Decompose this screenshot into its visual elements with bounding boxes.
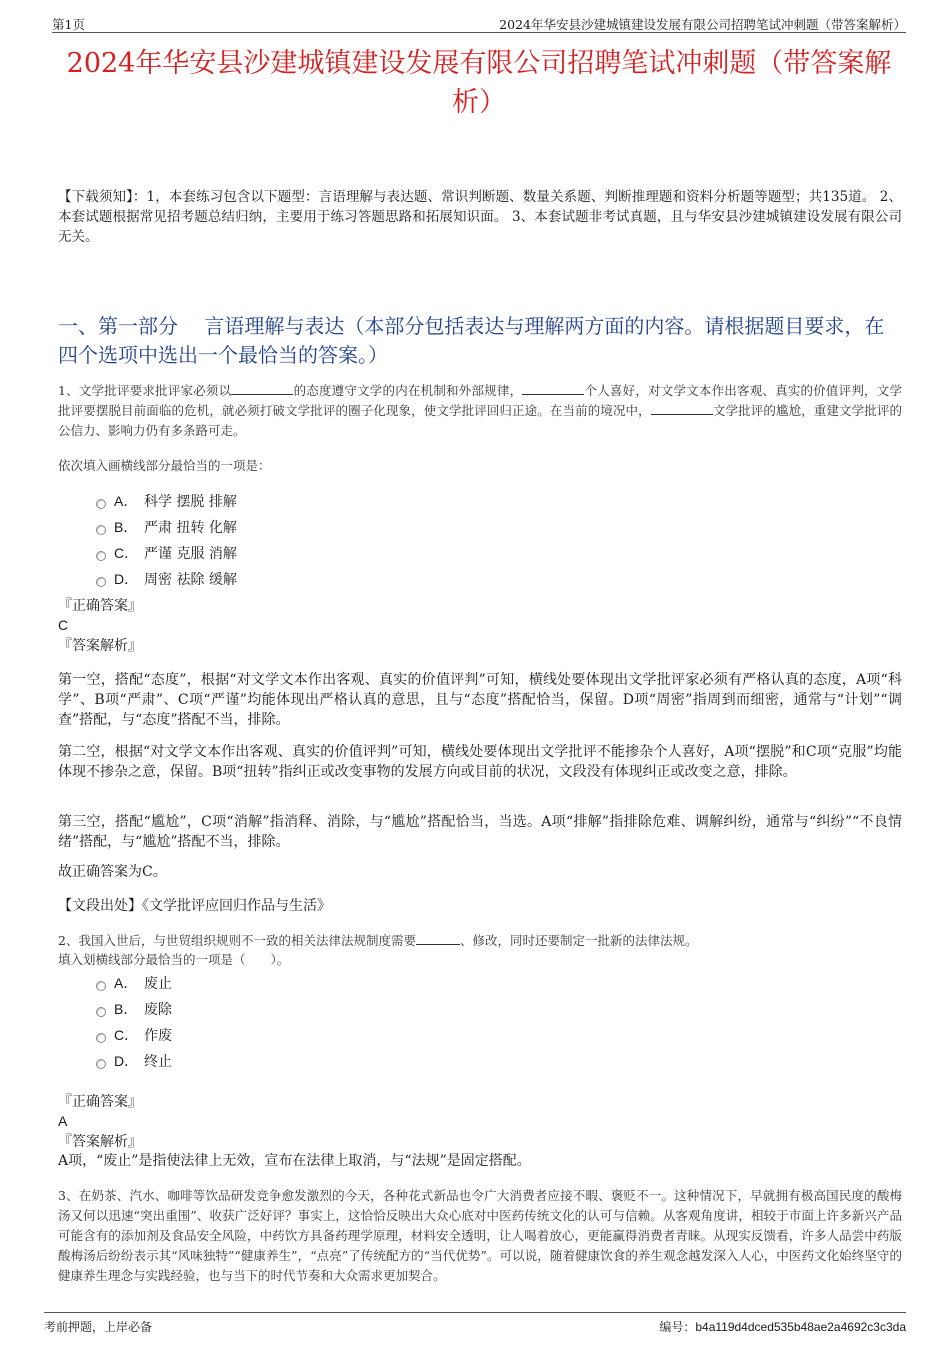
document-title: 2024年华安县沙建城镇建设发展有限公司招聘笔试冲刺题（带答案解析）: [66, 48, 892, 118]
option-label: C．: [114, 1027, 139, 1043]
option-text: 作废: [144, 1028, 172, 1044]
footer-code: [659, 1318, 906, 1335]
q2-text-1: 2、我国入世后，与世贸组织规则不一致的相关法律法规制度需要: [58, 933, 416, 948]
code-label: 编号：: [659, 1320, 696, 1334]
option-d[interactable]: [96, 566, 237, 592]
option-label: D．: [114, 1053, 139, 1069]
analysis-paragraph: 第三空，搭配“尴尬”，C项“消解”指消释、消除，与“尴尬”搭配恰当，当选。A项“排解”指排除危难、调解纠纷，通常与“纠纷”“不良情绪”搭配，与“尴尬”搭配不当，排除。: [58, 814, 902, 850]
q2-text-2: 、修改，同时还要制定一批新的法律法规。: [459, 933, 698, 948]
radio-icon[interactable]: [96, 1059, 106, 1069]
option-c[interactable]: [96, 540, 237, 566]
analysis-conclusion: 故正确答案为C。: [58, 864, 167, 880]
option-text: 严谨 克服 消解: [144, 546, 237, 562]
page-header: [52, 10, 906, 33]
section-heading: 一、第一部分 言语理解与表达（本部分包括表达与理解两方面的内容。请根据题目要求，在四个选项中选出一个最恰当的答案。）: [58, 314, 885, 367]
q1-text-2: 的态度遵守文学的内在机制和外部规律，: [293, 383, 523, 398]
q1-text-3: 个人喜好，对文学文本作出客观、真实的价值评判，文学批评要摆脱目前面临的危机，就必须打破文学批评的圈子化现象，使文学批评回归正途。在当前的境况中，: [58, 383, 902, 418]
option-a[interactable]: [96, 488, 237, 514]
option-label: C．: [114, 545, 139, 561]
radio-icon[interactable]: [96, 551, 106, 561]
question-3-stem: 3、在奶茶、汽水、咖啡等饮品研发竞争愈发激烈的今天，各种花式新品也令广大消费者应接不暇、褒贬不一。这种情况下，早就拥有极高国民度的酸梅汤又何以迅速“突出重围”、收获广泛好评？事实上，这恰恰反映出大众心底对中医药传统文化的认可与信赖。从客观角度讲，相较于市面上许多新兴产品可能含有的添加剂及食品安全风险，中药饮方具备药理学原理，材料安全透明，让人喝着放心，更能赢得消费者青睐。从现实反馈看，许多人品尝中药版酸梅汤后纷纷表示其“风味独特”“健康养生”，“点亮”了传统配方的“当代优势”。可以说，随着健康饮食的养生观念越发深入人心，中医药文化始终坚守的健康养生理念与实践经验，也与当下的时代节奏和大众需求更加契合。: [58, 1188, 902, 1283]
download-notice: 【下载须知】：1，本套练习包含以下题型：言语理解与表达题、常识判断题、数量关系题、判断推理题和资料分析题等题型；共135道。 2、本套试题根据常见招考题总结归纳，主要用于练习答题思路和拓展知识面。 3、本套试题非考试真题，且与华安县沙建城镇建设发展有限公司无关。: [58, 189, 902, 245]
question-1-options: [96, 488, 237, 592]
question-1-prompt: 依次填入画横线部分最恰当的一项是：: [58, 458, 271, 473]
option-b[interactable]: [96, 996, 172, 1022]
correct-answer-label: 『正确答案』: [58, 1094, 142, 1110]
correct-answer: C: [58, 617, 69, 633]
fill-blank: [522, 382, 584, 395]
analysis-label: 『答案解析』: [58, 638, 142, 654]
option-b[interactable]: [96, 514, 237, 540]
radio-icon[interactable]: [96, 525, 106, 535]
correct-answer: A: [58, 1113, 68, 1129]
option-text: 废除: [144, 1002, 172, 1018]
radio-icon[interactable]: [96, 1033, 106, 1043]
question-1-stem: [58, 381, 902, 441]
option-text: 科学 摆脱 排解: [144, 494, 237, 510]
radio-icon[interactable]: [96, 499, 106, 509]
option-text: 严肃 扭转 化解: [144, 520, 237, 536]
question-2-options: [96, 970, 172, 1074]
radio-icon[interactable]: [96, 1007, 106, 1017]
footer-slogan: 考前押题，上岸必备: [44, 1320, 153, 1334]
radio-icon[interactable]: [96, 577, 106, 587]
option-text: 周密 祛除 缓解: [144, 572, 237, 588]
analysis-paragraph: A项，“废止”是指使法律上无效，宣布在法律上取消，与“法规”是固定搭配。: [58, 1153, 531, 1169]
radio-icon[interactable]: [96, 981, 106, 991]
option-c[interactable]: [96, 1022, 172, 1048]
option-a[interactable]: [96, 970, 172, 996]
correct-answer-label: 『正确答案』: [58, 598, 142, 614]
header-title: 2024年华安县沙建城镇建设发展有限公司招聘笔试冲刺题（带答案解析）: [499, 17, 906, 32]
q1-text-1: 1、文学批评要求批评家必须以: [58, 383, 232, 398]
analysis-paragraph: 第二空，根据“对文学文本作出客观、真实的价值评判”可知，横线处要体现出文学批评不能掺杂个人喜好，A项“摆脱”和C项“克服”均能体现不掺杂之意，保留。B项“扭转”指纠正或改变事物的发展方向或目前的状况，文段没有体现纠正或改变之意，排除。: [58, 744, 902, 780]
fill-blank: [651, 402, 713, 415]
option-label: B．: [114, 519, 138, 535]
page-footer: [44, 1312, 906, 1335]
fill-blank: [416, 932, 460, 945]
question-2-stem: [58, 931, 902, 951]
page-number: 第1页: [52, 17, 85, 32]
code-value: b4a119d4dced535b48ae2a4692c3c3da: [695, 1320, 906, 1334]
option-text: 废止: [144, 976, 172, 992]
option-label: D．: [114, 571, 139, 587]
option-text: 终止: [144, 1054, 172, 1070]
analysis-label: 『答案解析』: [58, 1134, 142, 1150]
question-2-prompt: 填入划横线部分最恰当的一项是（ ）。: [58, 952, 290, 967]
option-label: B．: [114, 1001, 138, 1017]
option-label: A．: [114, 493, 138, 509]
option-label: A．: [114, 975, 138, 991]
fill-blank: [231, 382, 293, 395]
text-source: 【文段出处】《文学批评应回归作品与生活》: [58, 898, 331, 914]
option-d[interactable]: [96, 1048, 172, 1074]
analysis-paragraph: 第一空，搭配“态度”，根据“对文学文本作出客观、真实的价值评判”可知，横线处要体现出文学批评家必须有严格认真的态度，A项“科学”、B项“严肃”、C项“严谨”均能体现出严格认真的意思，且与“态度”搭配恰当，保留。D项“周密”指周到而细密，通常与“计划”“调查”搭配，与“态度”搭配不当，排除。: [58, 672, 902, 728]
q1-text-4: 文学批评的尴尬，重建文学批评的公信力、影响力仍有多条路可走。: [58, 403, 902, 438]
